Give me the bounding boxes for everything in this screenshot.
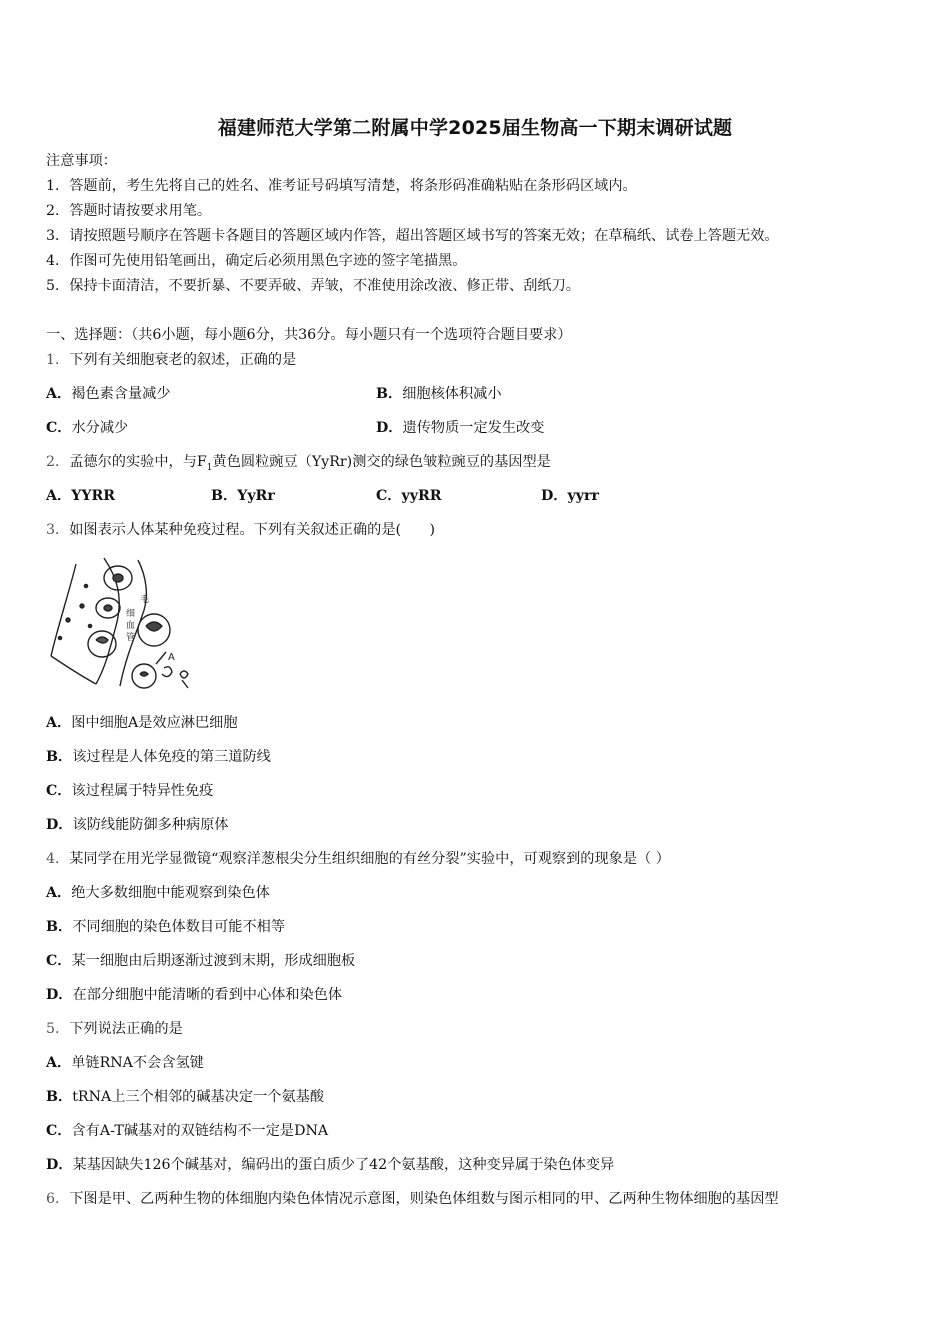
- page-title: 福建师范大学第二附属中学2025届生物高一下期末调研试题: [217, 117, 733, 139]
- q5-option-b[interactable]: B．tRNA上三个相邻的碱基决定一个氨基酸: [46, 1089, 325, 1105]
- notice-item-5: 5．保持卡面清洁，不要折暴、不要弄破、弄皱，不准使用涂改液、修正带、刮纸刀。: [46, 278, 580, 294]
- question-5: [46, 1019, 183, 1039]
- question-stem-sub: 1: [206, 462, 213, 473]
- label-cap-1: 毛: [140, 595, 150, 605]
- q3-option-d[interactable]: D．该防线能防御多种病原体: [46, 817, 229, 833]
- question-number: 6．: [46, 1191, 70, 1207]
- section-heading: 一、选择题：（共6小题，每小题6分，共36分。每小题只有一个选项符合题目要求）: [46, 327, 572, 343]
- question-number: 1．: [46, 352, 70, 368]
- question-number: 4．: [46, 851, 70, 867]
- q2-option-a[interactable]: A．YYRR: [46, 488, 116, 504]
- notice-heading: 注意事项：: [46, 153, 117, 169]
- q3-option-b[interactable]: B．该过程是人体免疫的第三道防线: [46, 749, 271, 765]
- q1-option-a[interactable]: A．褐色素含量减少: [46, 386, 171, 402]
- notice-item-4: 4．作图可先使用铅笔画出，确定后必须用黑色字迹的签字笔描黑。: [46, 253, 467, 269]
- question-stem-post: 黄色圆粒豌豆（YyRr)测交的绿色皱粒豌豆的基因型是: [212, 454, 551, 470]
- notice-item-1: 1．答题前，考生先将自己的姓名、准考证号码填写清楚，将条形码准确粘贴在条形码区域内。: [46, 178, 637, 194]
- q5-option-c[interactable]: C．含有A-T碱基对的双链结构不一定是DNA: [46, 1123, 329, 1139]
- question-1: [46, 350, 296, 370]
- q2-option-d[interactable]: D．yyrr: [541, 488, 599, 504]
- q1-option-c[interactable]: C．水分减少: [46, 420, 129, 436]
- label-cap-2: 细: [126, 609, 136, 619]
- q1-option-b[interactable]: B．细胞核体积减小: [376, 386, 502, 402]
- question-stem: 下列说法正确的是: [69, 1021, 183, 1037]
- question-stem: 下图是甲、乙两种生物的体细胞内染色体情况示意图，则染色体组数与图示相同的甲、乙两种生物体细胞的基因型: [69, 1191, 779, 1207]
- q1-option-d[interactable]: D．遗传物质一定发生改变: [376, 420, 545, 436]
- question-4: [46, 849, 670, 869]
- q2-option-c[interactable]: C．yyRR: [376, 488, 442, 504]
- q5-option-d[interactable]: D．某基因缺失126个碱基对，编码出的蛋白质少了42个氨基酸，这种变异属于染色体变异: [46, 1157, 615, 1173]
- label-cap-4: 管: [126, 633, 136, 643]
- q5-option-a[interactable]: A．单链RNA不会含氢键: [46, 1055, 204, 1071]
- immune-process-figure: [46, 556, 196, 694]
- label-cap-3: 血: [126, 621, 136, 631]
- q2-option-b[interactable]: B．YyRr: [211, 488, 275, 504]
- question-stem: 下列有关细胞衰老的叙述，正确的是: [69, 352, 297, 368]
- question-stem-pre: 孟德尔的实验中，与F: [69, 454, 207, 470]
- notice-item-2: 2．答题时请按要求用笔。: [46, 203, 212, 219]
- label-a: A: [168, 652, 175, 663]
- question-stem: 如图表示人体某种免疫过程。下列有关叙述正确的是( ): [69, 522, 435, 538]
- q4-option-a[interactable]: A．绝大多数细胞中能观察到染色体: [46, 885, 270, 901]
- q4-option-c[interactable]: C．某一细胞由后期逐渐过渡到末期，形成细胞板: [46, 953, 356, 969]
- q4-option-b[interactable]: B．不同细胞的染色体数目可能不相等: [46, 919, 286, 935]
- question-3: [46, 520, 435, 540]
- question-stem: 某同学在用光学显微镜“观察洋葱根尖分生组织细胞的有丝分裂”实验中，可观察到的现象是（ ）: [69, 851, 670, 867]
- question-2: [46, 452, 551, 478]
- question-6: [46, 1189, 779, 1209]
- notice-item-3: 3．请按照题号顺序在答题卡各题目的答题区域内作答，超出答题区域书写的答案无效；在草稿纸、试卷上答题无效。: [46, 228, 779, 244]
- question-number: 2．: [46, 454, 70, 470]
- question-number: 5．: [46, 1021, 70, 1037]
- question-number: 3．: [46, 522, 70, 538]
- q3-option-c[interactable]: C．该过程属于特异性免疫: [46, 783, 214, 799]
- q4-option-d[interactable]: D．在部分细胞中能清晰的看到中心体和染色体: [46, 987, 343, 1003]
- capillary-wall-left: [51, 564, 76, 656]
- q3-option-a[interactable]: A．图中细胞A是效应淋巴细胞: [46, 715, 238, 731]
